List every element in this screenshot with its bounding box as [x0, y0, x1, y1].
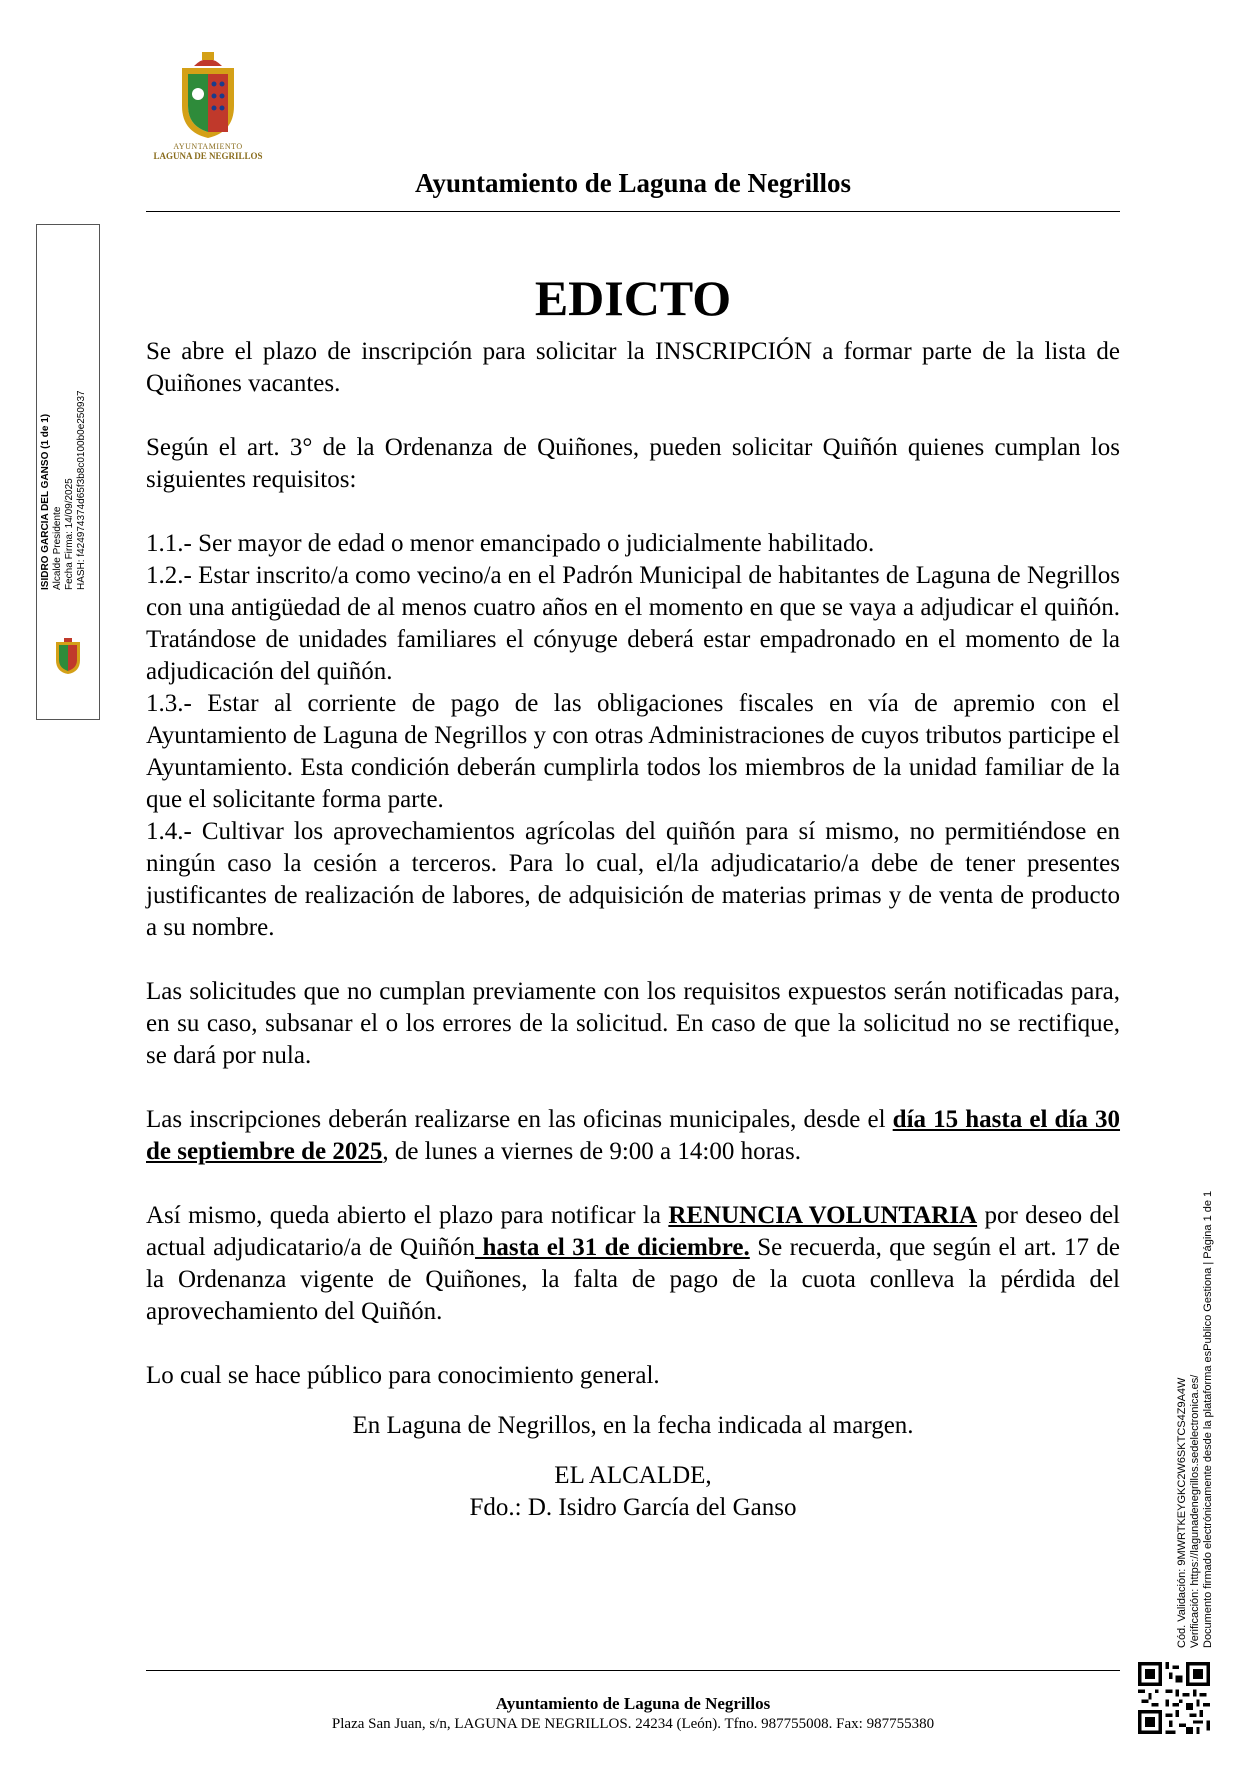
dates-text-end: , de lunes a viernes de 9:00 a 14:00 horas. [382, 1138, 801, 1165]
validation-platform: Documento firmado electrónicamente desde la plataforma esPublico Gestiona | Página 1 de 1 [1202, 1190, 1214, 1648]
registration-dates-paragraph [146, 1104, 1120, 1168]
validation-code: Cód. Validación: 9MWRTKEYGKC2W6SKTCS4Z9A4W [1176, 1377, 1188, 1648]
page-header-title: Ayuntamiento de Laguna de Negrillos [414, 168, 852, 198]
requirement-4: 1.4.- Cultivar los aprovechamientos agrícolas del quiñón para sí mismo, no permitiéndose en ningún caso la cesión a terceros. Para lo cual, el/la adjudicatario/a debe de tener presentes justificantes de realización de labores, de adquisición de materias primas y de venta de producto a su nombre. [146, 818, 1120, 941]
dates-highlight: día 15 hasta el día 30 de septiembre de 2025 [146, 1106, 1121, 1165]
crest-caption-1: AYUNTAMIENTO [173, 142, 243, 151]
renuncia-text-2: por deseo del actual adjudicatario/a de Quiñón [146, 1202, 1120, 1261]
validation-info [1176, 1191, 1215, 1648]
signer-name: ISIDRO GARCIA DEL GANSO (1 de 1) [40, 413, 51, 590]
signature-name: Fdo.: D. Isidro García del Ganso [469, 1494, 797, 1521]
rejections-paragraph: Las solicitudes que no cumplan previamente con los requisitos expuestos serán notificadas para, en su caso, subsanar el o los errores de la solicitud. En caso de que la solicitud no se rectifique, se dará por nula. [146, 978, 1120, 1069]
signature-hash: HASH: f424974374d65f3b8c0100b0e250937 [76, 390, 87, 590]
renuncia-paragraph [146, 1200, 1120, 1328]
crest-caption-2: LAGUNA DE NEGRILLOS [153, 151, 263, 161]
renuncia-highlight: RENUNCIA VOLUNTARIA [668, 1202, 978, 1229]
document-title: EDICTO [534, 270, 732, 326]
coat-of-arms-icon [172, 48, 244, 140]
requirement-3: 1.3.- Estar al corriente de pago de las obligaciones fiscales en vía de apremio con el Ayuntamiento de Laguna de Negrillos y con otras Administraciones de cuyos tributos participe el Ayuntamiento. Esta condición deberán cumplirla todos los miembros de la unidad familiar de la que el solicitante forma parte. [146, 690, 1120, 813]
small-crest-icon [42, 636, 94, 676]
signature-role: EL ALCALDE, [554, 1462, 712, 1489]
place-line: En Laguna de Negrillos, en la fecha indicada al margen. [352, 1412, 914, 1439]
closing-paragraph: Lo cual se hace público para conocimiento general. [146, 1362, 660, 1389]
renuncia-deadline: hasta el 31 de diciembre. [475, 1234, 750, 1261]
footer-organization: Ayuntamiento de Laguna de Negrillos [495, 1694, 771, 1713]
signature-info [40, 350, 88, 590]
dates-text-start: Las inscripciones deberán realizarse en las oficinas municipales, desde el [146, 1106, 893, 1133]
municipal-crest [148, 48, 268, 160]
signer-role: Alcalde Presidente [52, 506, 63, 590]
qr-code-icon [1138, 1662, 1210, 1734]
header-divider [146, 211, 1120, 212]
signature-date: Fecha Firma: 14/09/2025 [64, 478, 75, 590]
requirements-intro: Según el art. 3° de la Ordenanza de Quiñones, pueden solicitar Quiñón quienes cumplan los siguientes requisitos: [146, 434, 1120, 493]
requirement-1: 1.1.- Ser mayor de edad o menor emancipado o judicialmente habilitado. [146, 530, 875, 557]
renuncia-text-1: Así mismo, queda abierto el plazo para notificar la [146, 1202, 669, 1229]
footer-address: Plaza San Juan, s/n, LAGUNA DE NEGRILLOS. 24234 (León). Tfno. 987755008. Fax: 987755380 [331, 1716, 935, 1732]
edict-body [146, 268, 1120, 1524]
footer-divider [146, 1670, 1120, 1671]
validation-url: Verificación: https://lagunadenegrillos.sedelectronica.es/ [1189, 1374, 1201, 1648]
requirement-2: 1.2.- Estar inscrito/a como vecino/a en el Padrón Municipal de habitantes de Laguna de Negrillos con una antigüedad de al menos cuatro años en el momento en que se vaya a adjudicar el quiñón. Tratándose de unidades familiares el cónyuge deberá estar empadronado en el momento de la adjudicación del quiñón. [146, 562, 1120, 685]
intro-paragraph: Se abre el plazo de inscripción para solicitar la INSCRIPCIÓN a formar parte de la lista de Quiñones vacantes. [146, 338, 1120, 397]
renuncia-text-3: Se recuerda, que según el art. 17 de la Ordenanza vigente de Quiñones, la falta de pago de la cuota conlleva la pérdida del aprovechamiento del Quiñón. [146, 1234, 1120, 1325]
